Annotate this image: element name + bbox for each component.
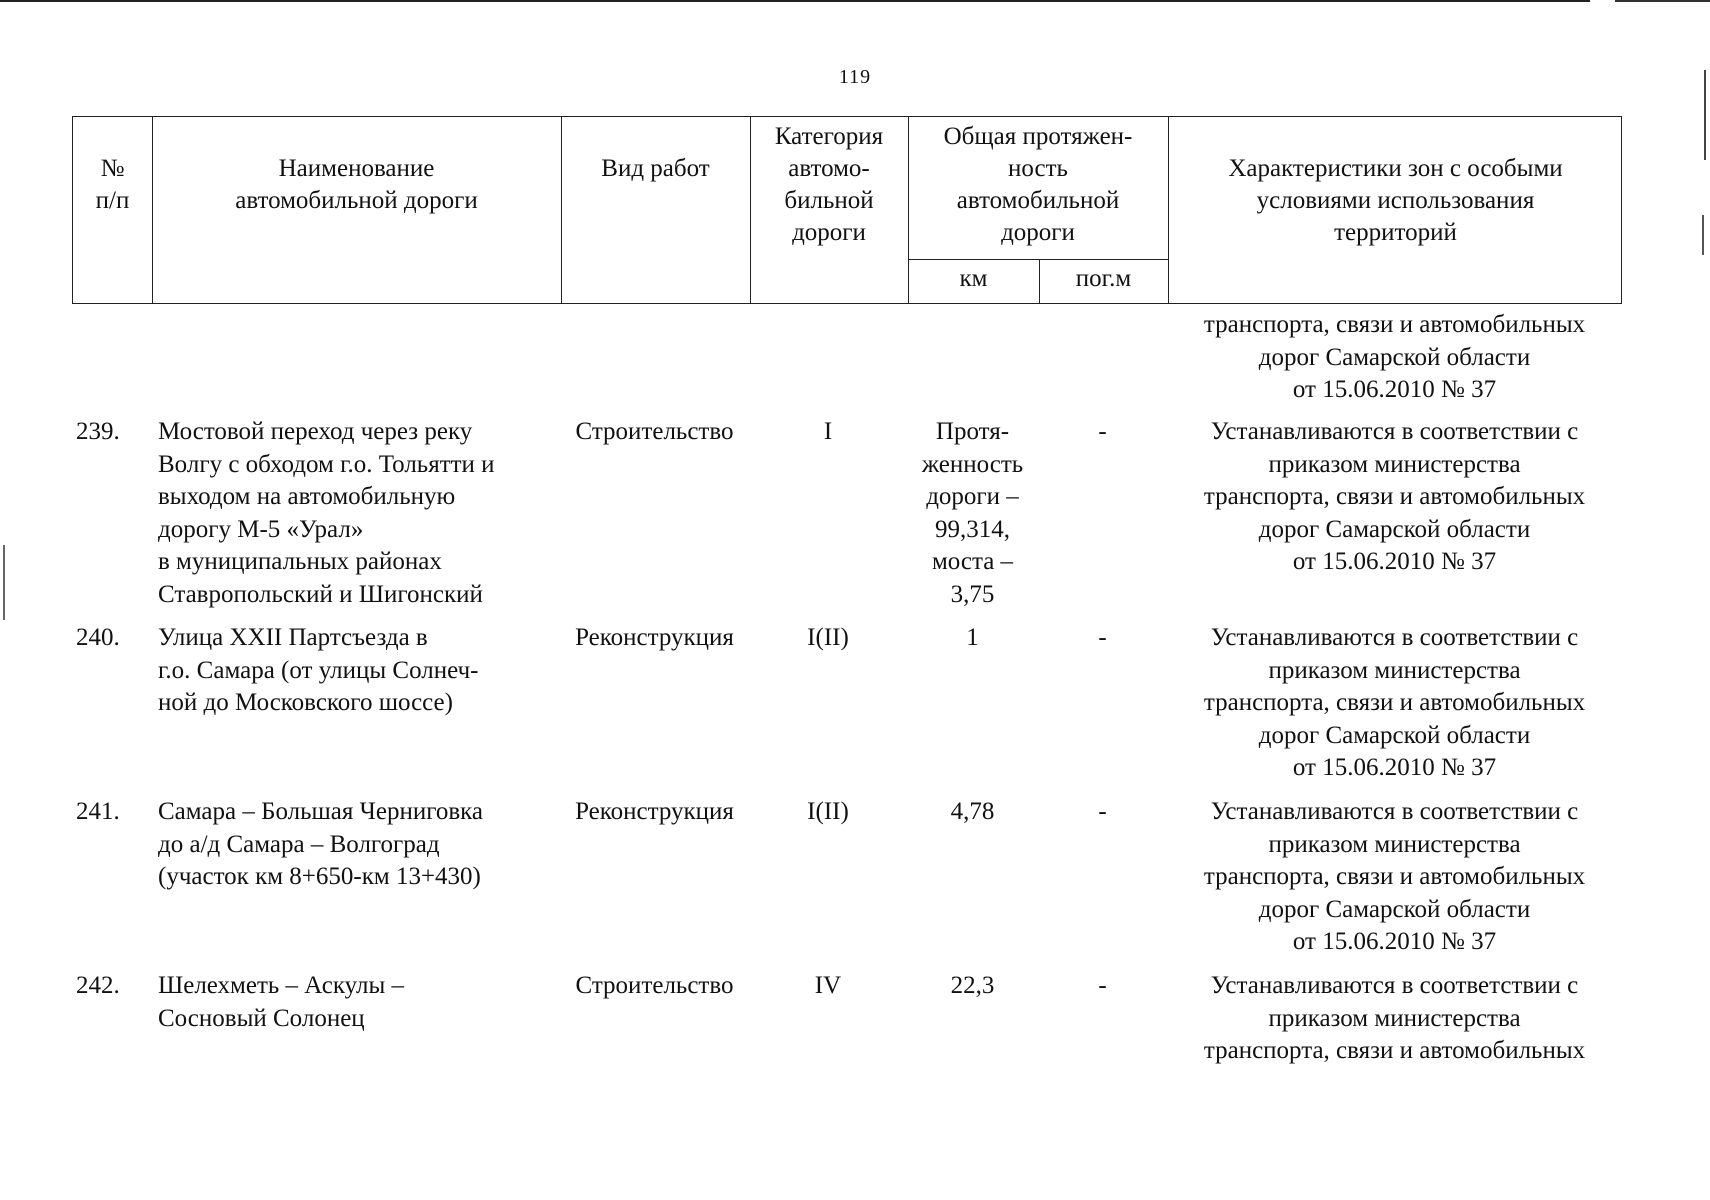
- row-242-name: Шелехметь – Аскулы – Сосновый Солонец: [158, 972, 405, 1032]
- row-241-name: Самара – Большая Черниговка до а/д Самара – Волгоград (участок км 8+650-км 13+430): [158, 798, 484, 890]
- header-pog-m: пог.м: [1075, 265, 1132, 292]
- row-242-pog-m: -: [1098, 972, 1107, 999]
- row-240-pog-m: -: [1098, 624, 1107, 651]
- header-name: Наименование автомобильной дороги: [235, 155, 478, 214]
- header-num: № п/п: [95, 155, 130, 214]
- row-239-pog-m: -: [1098, 418, 1107, 445]
- row-242-work: Строительство: [575, 972, 734, 999]
- row-239-zones: Устанавливаются в соответствии с приказом министерства транспорта, связи и автомобильных дорог Самарской области от 15.06.2010 № 37: [1203, 418, 1586, 575]
- row-239-km: Протя- женность дороги – 99,314, моста – 3,75: [921, 418, 1024, 608]
- page-number: 119: [838, 66, 872, 88]
- row-239-num: 239.: [76, 418, 120, 445]
- row-240-km: 1: [966, 624, 979, 651]
- row-240-work: Реконструкция: [575, 624, 734, 651]
- scan-edge-top: [0, 0, 1590, 2]
- scan-edge-left: [3, 545, 5, 620]
- row-240-zones: Устанавливаются в соответствии с приказом министерства транспорта, связи и автомобильных дорог Самарской области от 15.06.2010 № 37: [1203, 624, 1586, 781]
- header-zones: Характеристики зон с особыми условиями использования территорий: [1228, 155, 1563, 246]
- row-239-category: I: [823, 418, 833, 445]
- row-239-name: Мостовой переход через реку Волгу с обходом г.о. Тольятти и выходом на автомобильную дорогу М-5 «Урал» в муниципальных районах Ставропольский и Шигонский: [158, 418, 495, 608]
- col-divider: [561, 117, 562, 303]
- table-header: [72, 116, 1622, 304]
- row-241-pog-m: -: [1098, 798, 1107, 825]
- row-240-category: I(II): [807, 624, 849, 651]
- row-242-zones: Устанавливаются в соответствии с приказом министерства транспорта, связи и автомобильных: [1203, 972, 1586, 1064]
- header-length: Общая протяжен- ность автомобильной дороги: [943, 123, 1133, 246]
- header-work: Вид работ: [601, 155, 710, 182]
- row-240-name: Улица XXII Партсъезда в г.о. Самара (от улицы Солнеч- ной до Московского шоссе): [158, 624, 479, 716]
- scan-edge-right-lower: [1702, 215, 1704, 255]
- row-241-category: I(II): [807, 798, 849, 825]
- header-km: км: [959, 265, 988, 292]
- row-241-zones: Устанавливаются в соответствии с приказом министерства транспорта, связи и автомобильных дорог Самарской области от 15.06.2010 № 37: [1203, 798, 1586, 955]
- row-divider: [908, 259, 1168, 260]
- scan-edge-top-right: [1615, 0, 1710, 2]
- row-242-category: IV: [814, 972, 842, 999]
- row-242-num: 242.: [76, 972, 120, 999]
- row-242-km: 22,3: [950, 972, 995, 999]
- row-241-km: 4,78: [950, 798, 995, 825]
- header-category: Категория автомо- бильной дороги: [774, 123, 884, 246]
- row-241-num: 241.: [76, 798, 120, 825]
- continuation-text: транспорта, связи и автомобильных дорог Самарской области от 15.06.2010 № 37: [1203, 311, 1586, 403]
- row-239-work: Строительство: [575, 418, 734, 445]
- row-241-work: Реконструкция: [575, 798, 734, 825]
- row-240-num: 240.: [76, 624, 120, 651]
